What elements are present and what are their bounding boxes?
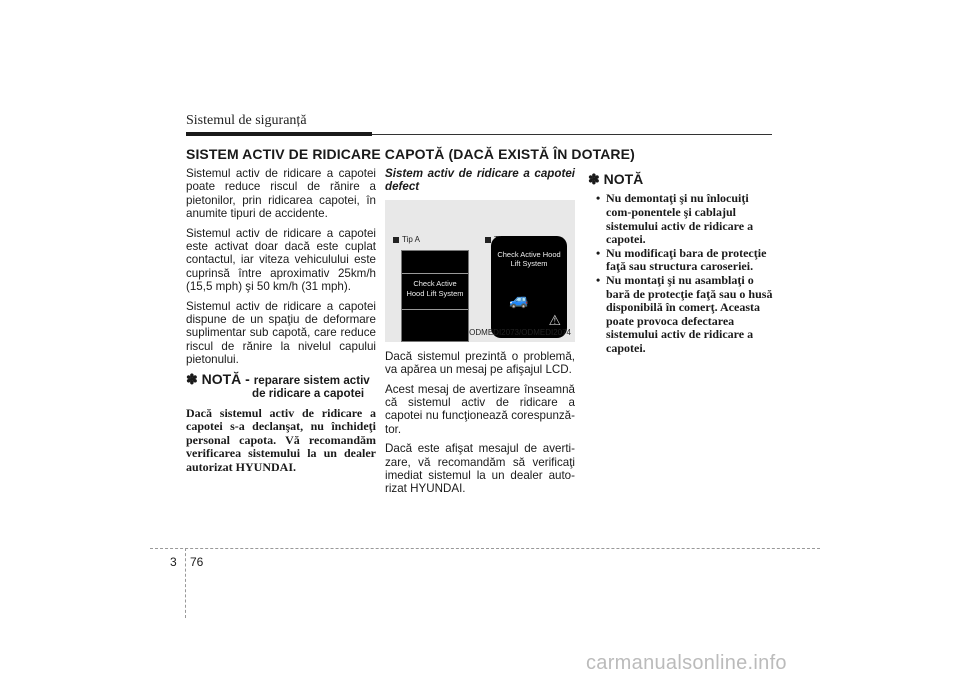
dealer-paragraph: Dacă este afişat mesajul de averti-zare, vă recomandăm să verificaţi imediat sistemul la un dealer auto-rizat HYUNDAI.: [385, 442, 575, 496]
watermark: carmanualsonline.info: [586, 652, 787, 674]
figure-code: ODMEDI2073/ODMEDI2074: [469, 328, 571, 338]
footer-divider: [150, 548, 820, 549]
column-1: [186, 167, 376, 480]
column-3: [588, 167, 774, 356]
header-rule-thin: [372, 134, 772, 135]
nota-heading-2: ✽ NOTĂ: [588, 171, 644, 187]
nota-subtitle-1: reparare sistem activ: [253, 373, 370, 387]
deformation-paragraph: Sistemul activ de ridicare a capotei dispune de un spaţiu de deformare suplimentar sub capotă, care reduce riscul de rănire la nivelul capului pietonului.: [186, 299, 376, 367]
column-2: [385, 167, 575, 502]
list-item: • Nu modificaţi bara de protecţie faţă sau structura caroseriei.: [596, 245, 767, 274]
problem-paragraph: Dacă sistemul prezintă o problemă, va apărea un mesaj pe afişajul LCD.: [385, 349, 575, 377]
nota-label: ✽ NOTĂ -: [186, 370, 254, 387]
chapter-number: 3: [170, 555, 177, 569]
lcd-figure: [385, 200, 575, 342]
page-title: SISTEM ACTIV DE RIDICARE CAPOTĂ (DACĂ EXISTĂ ÎN DOTARE): [186, 146, 635, 162]
section-header: Sistemul de siguranță: [186, 113, 307, 128]
nota-heading: [186, 370, 376, 401]
header-rule-thick: [186, 132, 372, 136]
lcd-screen-type-b: [491, 236, 567, 338]
list-item: • Nu montaţi şi nu asamblaţi o bară de protecţie faţă sau o husă disponibilă în comerţ. Aceasta poate provoca defectarea sistemului activ de ridicare a capotei.: [596, 272, 773, 355]
car-icon: 🚙: [509, 291, 529, 309]
defect-heading: Sistem activ de ridicare a capotei defect: [385, 167, 575, 194]
lcd-screen-type-a: [401, 250, 469, 342]
screen-b-message: Check Active Hood Lift System: [497, 249, 561, 268]
page-number: 76: [190, 555, 204, 569]
warning-icon: ⚠: [548, 312, 561, 329]
warning-meaning-paragraph: Acest mesaj de avertizare înseamnă că sistemul activ de ridicare a capotei nu funcţionează corespunză-tor.: [385, 382, 575, 436]
nota-list: [588, 192, 774, 355]
tag-type-a: Tip A: [393, 233, 420, 246]
nota-text: Dacă sistemul activ de ridicare a capotei s-a declanşat, nu închideţi personal capota. Vă recomandăm verificarea sistemului la un dealer autorizat HYUNDAI.: [186, 405, 376, 474]
activation-paragraph: Sistemul activ de ridicare a capotei este activat doar dacă este cuplat contactul, iar viteza vehiculului este cuprinsă între aproximativ 25km/h (15,5 mph) şi 50 km/h (31 mph).: [186, 226, 376, 294]
screen-a-message: Check Active Hood Lift System: [406, 278, 464, 298]
intro-paragraph: Sistemul activ de ridicare a capotei poate reduce riscul de rănire a pietonilor, prin ridicarea capotei, în anumite tipuri de accidente.: [186, 167, 376, 221]
footer-vertical-divider: [185, 548, 186, 618]
list-item: • Nu demontaţi şi nu înlocuiţi com-ponentele şi cablajul sistemului activ de ridicare a capotei.: [596, 191, 754, 247]
nota-subtitle-2: de ridicare a capotei: [252, 387, 365, 401]
